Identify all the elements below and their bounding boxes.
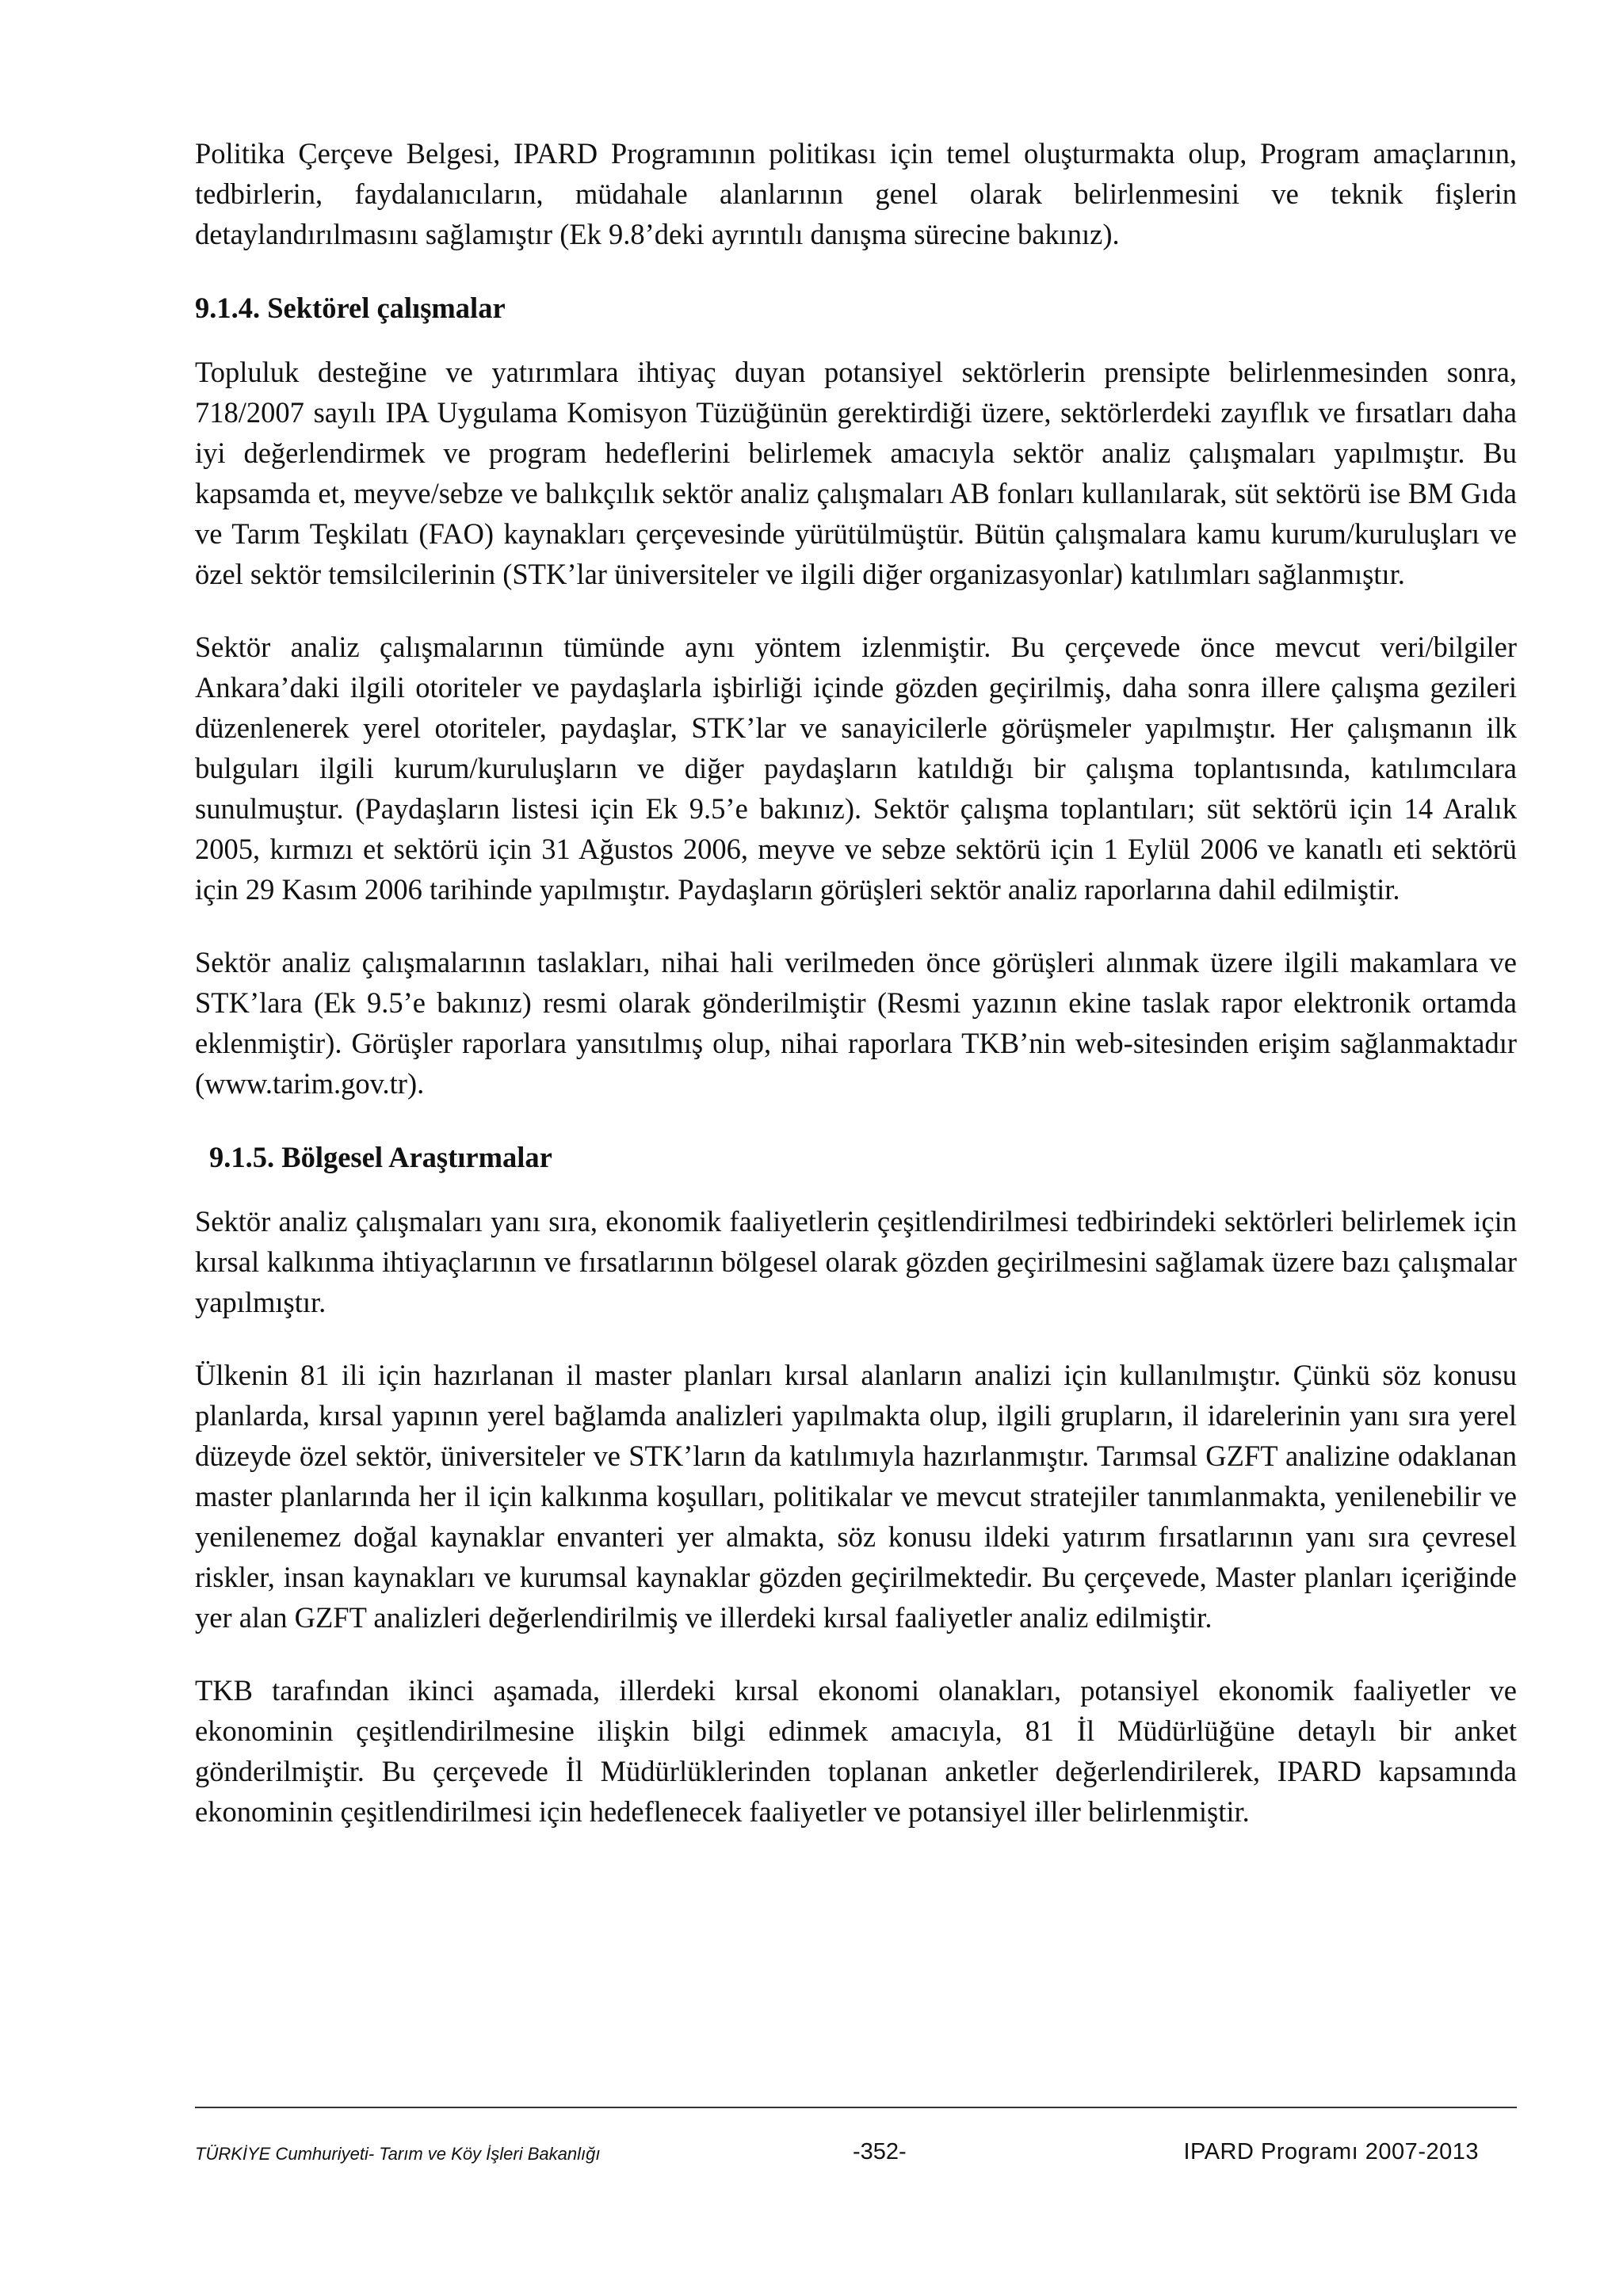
- footer-program-title: IPARD Programı 2007-2013: [1183, 2139, 1479, 2164]
- paragraph: Sektör analiz çalışmalarının taslakları, nihai hali verilmeden önce görüşleri alınmak üzere ilgili makamlara ve STK’lara (Ek 9.5’e bakınız) resmi olarak gönderilmiştir (Resmi yazının ekine taslak rapor elektronik ortamda eklenmiştir). Görüşler raporlara yansıtılmış olup, nihai raporlara TKB’nin web-sitesinden erişim sağlanmaktadır (www.tarim.gov.tr).: [195, 946, 1517, 1100]
- paragraph: Sektör analiz çalışmaları yanı sıra, ekonomik faaliyetlerin çeşitlendirilmesi tedbirindeki sektörleri belirlemek için kırsal kalkınma ihtiyaçlarının ve fırsatlarının bölgesel olarak gözden geçirilmesini sağlamak üzere bazı çalışmalar yapılmıştır.: [195, 1205, 1517, 1318]
- document-page: [195, 133, 1517, 1832]
- paragraph: Ülkenin 81 ili için hazırlanan il master planları kırsal alanların analizi için kullanılmıştır. Çünkü söz konusu planlarda, kırsal yapının yerel bağlamda analizleri yapılmakta olup, ilgili grupların, il idarelerinin yanı sıra yerel düzeyde özel sektör, üniversiteler ve STK’ların da katılımıyla hazırlanmıştır. Tarımsal GZFT analizine odaklanan master planlarında her il için kalkınma koşulları, politikalar ve mevcut stratejiler tanımlanmakta, yenilenebilir ve yenilenemez doğal kaynaklar envanteri yer almakta, söz konusu ildeki yatırım fırsatlarının yanı sıra çevresel riskler, insan kaynakları ve kurumsal kaynaklar gözden geçirilmektedir. Bu çerçevede, Master planları içeriğinde yer alan GZFT analizleri değerlendirilmiş ve illerdeki kırsal faaliyetler analiz edilmiştir.: [195, 1359, 1517, 1634]
- paragraph: Topluluk desteğine ve yatırımlara ihtiyaç duyan potansiyel sektörlerin prensipte belirlenmesinden sonra, 718/2007 sayılı IPA Uygulama Komisyon Tüzüğünün gerektirdiği üzere, sektörlerdeki zayıflık ve fırsatları daha iyi değerlendirmek ve program hedeflerini belirlemek amacıyla sektör analiz çalışmaları yapılmıştır. Bu kapsamda et, meyve/sebze ve balıkçılık sektör analiz çalışmaları AB fonları kullanılarak, süt sektörü ise BM Gıda ve Tarım Teşkilatı (FAO) kaynakları çerçevesinde yürütülmüştür. Bütün çalışmalara kamu kurum/kuruluşları ve özel sektör temsilcilerinin (STK’lar üniversiteler ve ilgili diğer organizasyonlar) katılımları sağlanmıştır.: [195, 356, 1517, 590]
- paragraph: TKB tarafından ikinci aşamada, illerdeki kırsal ekonomi olanakları, potansiyel ekonomik faaliyetler ve ekonominin çeşitlendirilmesine ilişkin bilgi edinmek amacıyla, 81 İl Müdürlüğüne detaylı bir anket gönderilmiştir. Bu çerçevede İl Müdürlüklerinden toplanan anketler değerlendirilerek, IPARD kapsamında ekonominin çeşitlendirilmesi için hedeflenecek faaliyetler ve potansiyel iller belirlenmiştir.: [195, 1674, 1517, 1828]
- paragraph: Sektör analiz çalışmalarının tümünde aynı yöntem izlenmiştir. Bu çerçevede önce mevcut veri/bilgiler Ankara’daki ilgili otoriteler ve paydaşlarla işbirliği içinde gözden geçirilmiş, daha sonra illere çalışma gezileri düzenlenerek yerel otoriteler, paydaşlar, STK’lar ve sanayicilerle görüşmeler yapılmıştır. Her çalışmanın ilk bulguları ilgili kurum/kuruluşların ve diğer paydaşların katıldığı bir çalışma toplantısında, katılımcılara sunulmuştur. (Paydaşların listesi için Ek 9.5’e bakınız). Sektör çalışma toplantıları; süt sektörü için 14 Aralık 2005, kırmızı et sektörü için 31 Ağustos 2006, meyve ve sebze sektörü için 1 Eylül 2006 ve kanatlı eti sektörü için 29 Kasım 2006 tarihinde yapılmıştır. Paydaşların görüşleri sektör analiz raporlarına dahil edilmiştir.: [195, 631, 1517, 906]
- paragraph-intro: Politika Çerçeve Belgesi, IPARD Programının politikası için temel oluşturmakta olup, Program amaçlarının, tedbirlerin, faydalanıcıların, müdahale alanlarının genel olarak belirlenmesini ve teknik fişlerin detaylandırılmasını sağlamıştır (Ek 9.8’deki ayrıntılı danışma sürecine bakınız).: [195, 137, 1517, 250]
- section-heading-9-1-5: 9.1.5. Bölgesel Araştırmalar: [209, 1141, 552, 1173]
- footer-page-number: -352-: [853, 2139, 907, 2164]
- footer-divider: [195, 2107, 1517, 2108]
- section-heading-9-1-4: 9.1.4. Sektörel çalışmalar: [195, 292, 506, 324]
- page-footer: [195, 2139, 1517, 2171]
- footer-ministry: TÜRKİYE Cumhuriyeti- Tarım ve Köy İşleri Bakanlığı: [195, 2144, 601, 2164]
